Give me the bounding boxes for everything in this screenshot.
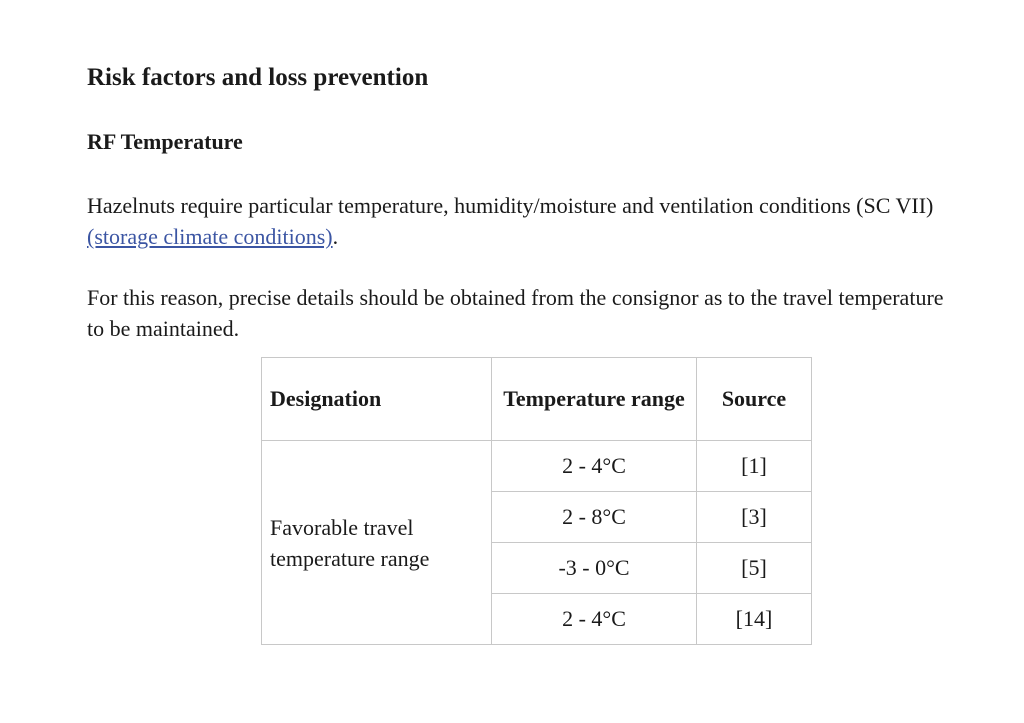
source-cell: [1]	[697, 441, 812, 492]
source-cell: [3]	[697, 492, 812, 543]
table-row	[262, 441, 812, 492]
paragraph-storage-conditions	[87, 190, 947, 252]
designation-cell: Favorable travel temperature range	[262, 441, 492, 645]
range-cell: 2 - 8°C	[492, 492, 697, 543]
temperature-table	[261, 357, 812, 645]
range-cell: 2 - 4°C	[492, 441, 697, 492]
source-cell: [5]	[697, 543, 812, 594]
range-cell: -3 - 0°C	[492, 543, 697, 594]
header-temperature-range: Temperature range	[492, 358, 697, 441]
header-source: Source	[697, 358, 812, 441]
paragraph-text-end: .	[332, 224, 339, 249]
page-title: Risk factors and loss prevention	[87, 64, 429, 91]
header-designation: Designation	[262, 358, 492, 441]
source-cell: [14]	[697, 594, 812, 645]
paragraph-consignor-details: For this reason, precise details should be obtained from the consignor as to the travel temperature to be maintained.	[87, 285, 944, 341]
paragraph-text: Hazelnuts require particular temperature, humidity/moisture and ventilation conditions (SC VII)	[87, 193, 934, 218]
section-heading: RF Temperature	[87, 129, 243, 154]
table-header-row	[262, 358, 812, 441]
range-cell: 2 - 4°C	[492, 594, 697, 645]
storage-climate-link[interactable]: (storage climate conditions)	[87, 224, 333, 249]
